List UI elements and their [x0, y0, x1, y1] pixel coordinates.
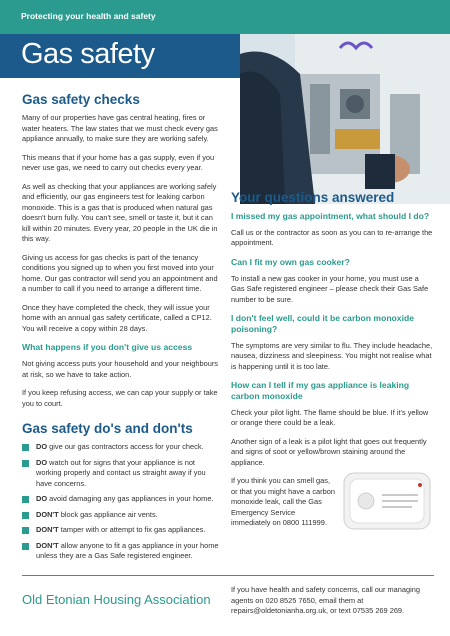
access-para-2: If you keep refusing access, we can cap your supply or take you to court. [22, 388, 218, 408]
footer-organisation: Old Etonian Housing Association [22, 592, 211, 607]
dos-heading: Gas safety do's and don'ts [22, 421, 193, 437]
question-3: I don't feel well, could it be carbon monoxide poisoning? [231, 313, 415, 334]
bullet-square-icon [22, 512, 29, 519]
answer-2: To install a new gas cooker in your home, you must use a Gas Safe registered engineer – please check their Gas Safe number to be sure. [231, 273, 429, 304]
question-4: How can I tell if my gas appliance is leaking carbon monoxide [231, 380, 410, 401]
engineer-boiler-photo [240, 34, 450, 204]
answer-4b: Another sign of a leak is a pilot light that goes out frequently and signs of soot or yellow/brown staining around the appliance. [231, 436, 427, 467]
bullet-square-icon [22, 543, 29, 550]
answer-4a: Check your pilot light. The flame should be blue. If it's yellow or orange there could be a leak. [231, 407, 429, 428]
list-item: DO give our gas contractors access for your check. [22, 442, 222, 453]
boiler-illustration [240, 34, 450, 204]
checks-para-5: Once they have completed the check, they will issue your home with an annual gas safety certificate, called a CP12. You will receive a copy within 28 days. [22, 302, 212, 333]
access-para-1: Not giving access puts your household and your neighbours at risk, so we have to take action. [22, 359, 218, 379]
answer-4c: If you think you can smell gas, or that you might have a carbon monoxide leak, call the Gas Emergency Service immediately on 0800 111999. [231, 476, 335, 528]
list-item: DON'T allow anyone to fit a gas appliance in your home unless they are a Gas Safe registered engineer. [22, 541, 222, 562]
footer-divider [22, 575, 434, 576]
list-item: DON'T block gas appliance air vents. [22, 510, 222, 521]
questions-heading: Your questions answered [231, 190, 395, 205]
checks-para-2: This means that if your home has a gas supply, even if you never use gas, we need to carry out checks every year. [22, 152, 215, 173]
list-item: DO watch out for signs that your appliance is not working properly and contact us straight away if you have concerns. [22, 458, 222, 490]
answer-1: Call us or the contractor as soon as you can to re-arrange the appointment. [231, 227, 433, 248]
bullet-square-icon [22, 460, 29, 467]
left-column [22, 92, 222, 567]
carbon-monoxide-alarm-icon [340, 465, 435, 535]
section-header-bar [0, 0, 450, 34]
co-alarm-image [340, 465, 435, 535]
list-item: DON'T tamper with or attempt to fix gas appliances. [22, 525, 222, 536]
question-2: Can I fit my own gas cooker? [231, 256, 350, 267]
checks-para-1: Many of our properties have gas central heating, fires or water heaters. The law states that we must check every gas appliance annually, to make sure they are working safely. [22, 113, 218, 144]
list-item: DO avoid damaging any gas appliances in your home. [22, 494, 222, 505]
question-1: I missed my gas appointment, what should I do? [231, 211, 430, 221]
checks-heading: Gas safety checks [22, 92, 140, 107]
bullet-square-icon [22, 496, 29, 503]
answer-3: The symptoms are very similar to flu. They include headache, nausea, dizziness and sleepiness. You might not realise what is happening until it is too late. [231, 340, 433, 371]
footer-contact-info: If you have health and safety concerns, call our managing agents on 020 8525 7650, email them at repairs@oldetonianha.org.uk, or text 07535 269 269. [231, 585, 420, 616]
page-title: Gas safety [21, 38, 155, 70]
section-label: Protecting your health and safety [21, 11, 156, 21]
bullet-square-icon [22, 527, 29, 534]
checks-para-3: As well as checking that your appliances are working safely and efficiently, our gas engineers test for leaking carbon monoxide. This is a gas that is produced when natural gas doesn't burn fully. You can't see, smell or taste it, but it can kill within 20 minutes. Every year, 20 people in the UK die in this way. [22, 181, 218, 244]
bullet-square-icon [22, 444, 29, 451]
dos-list [22, 442, 222, 562]
checks-para-4: Giving us access for gas checks is part of the tenancy conditions you signed up to when you first moved into your home. Our gas contractor will send you an appointment and a number to call if you need to arrange a different time. [22, 252, 218, 294]
access-heading: What happens if you don't give us access [22, 342, 193, 353]
